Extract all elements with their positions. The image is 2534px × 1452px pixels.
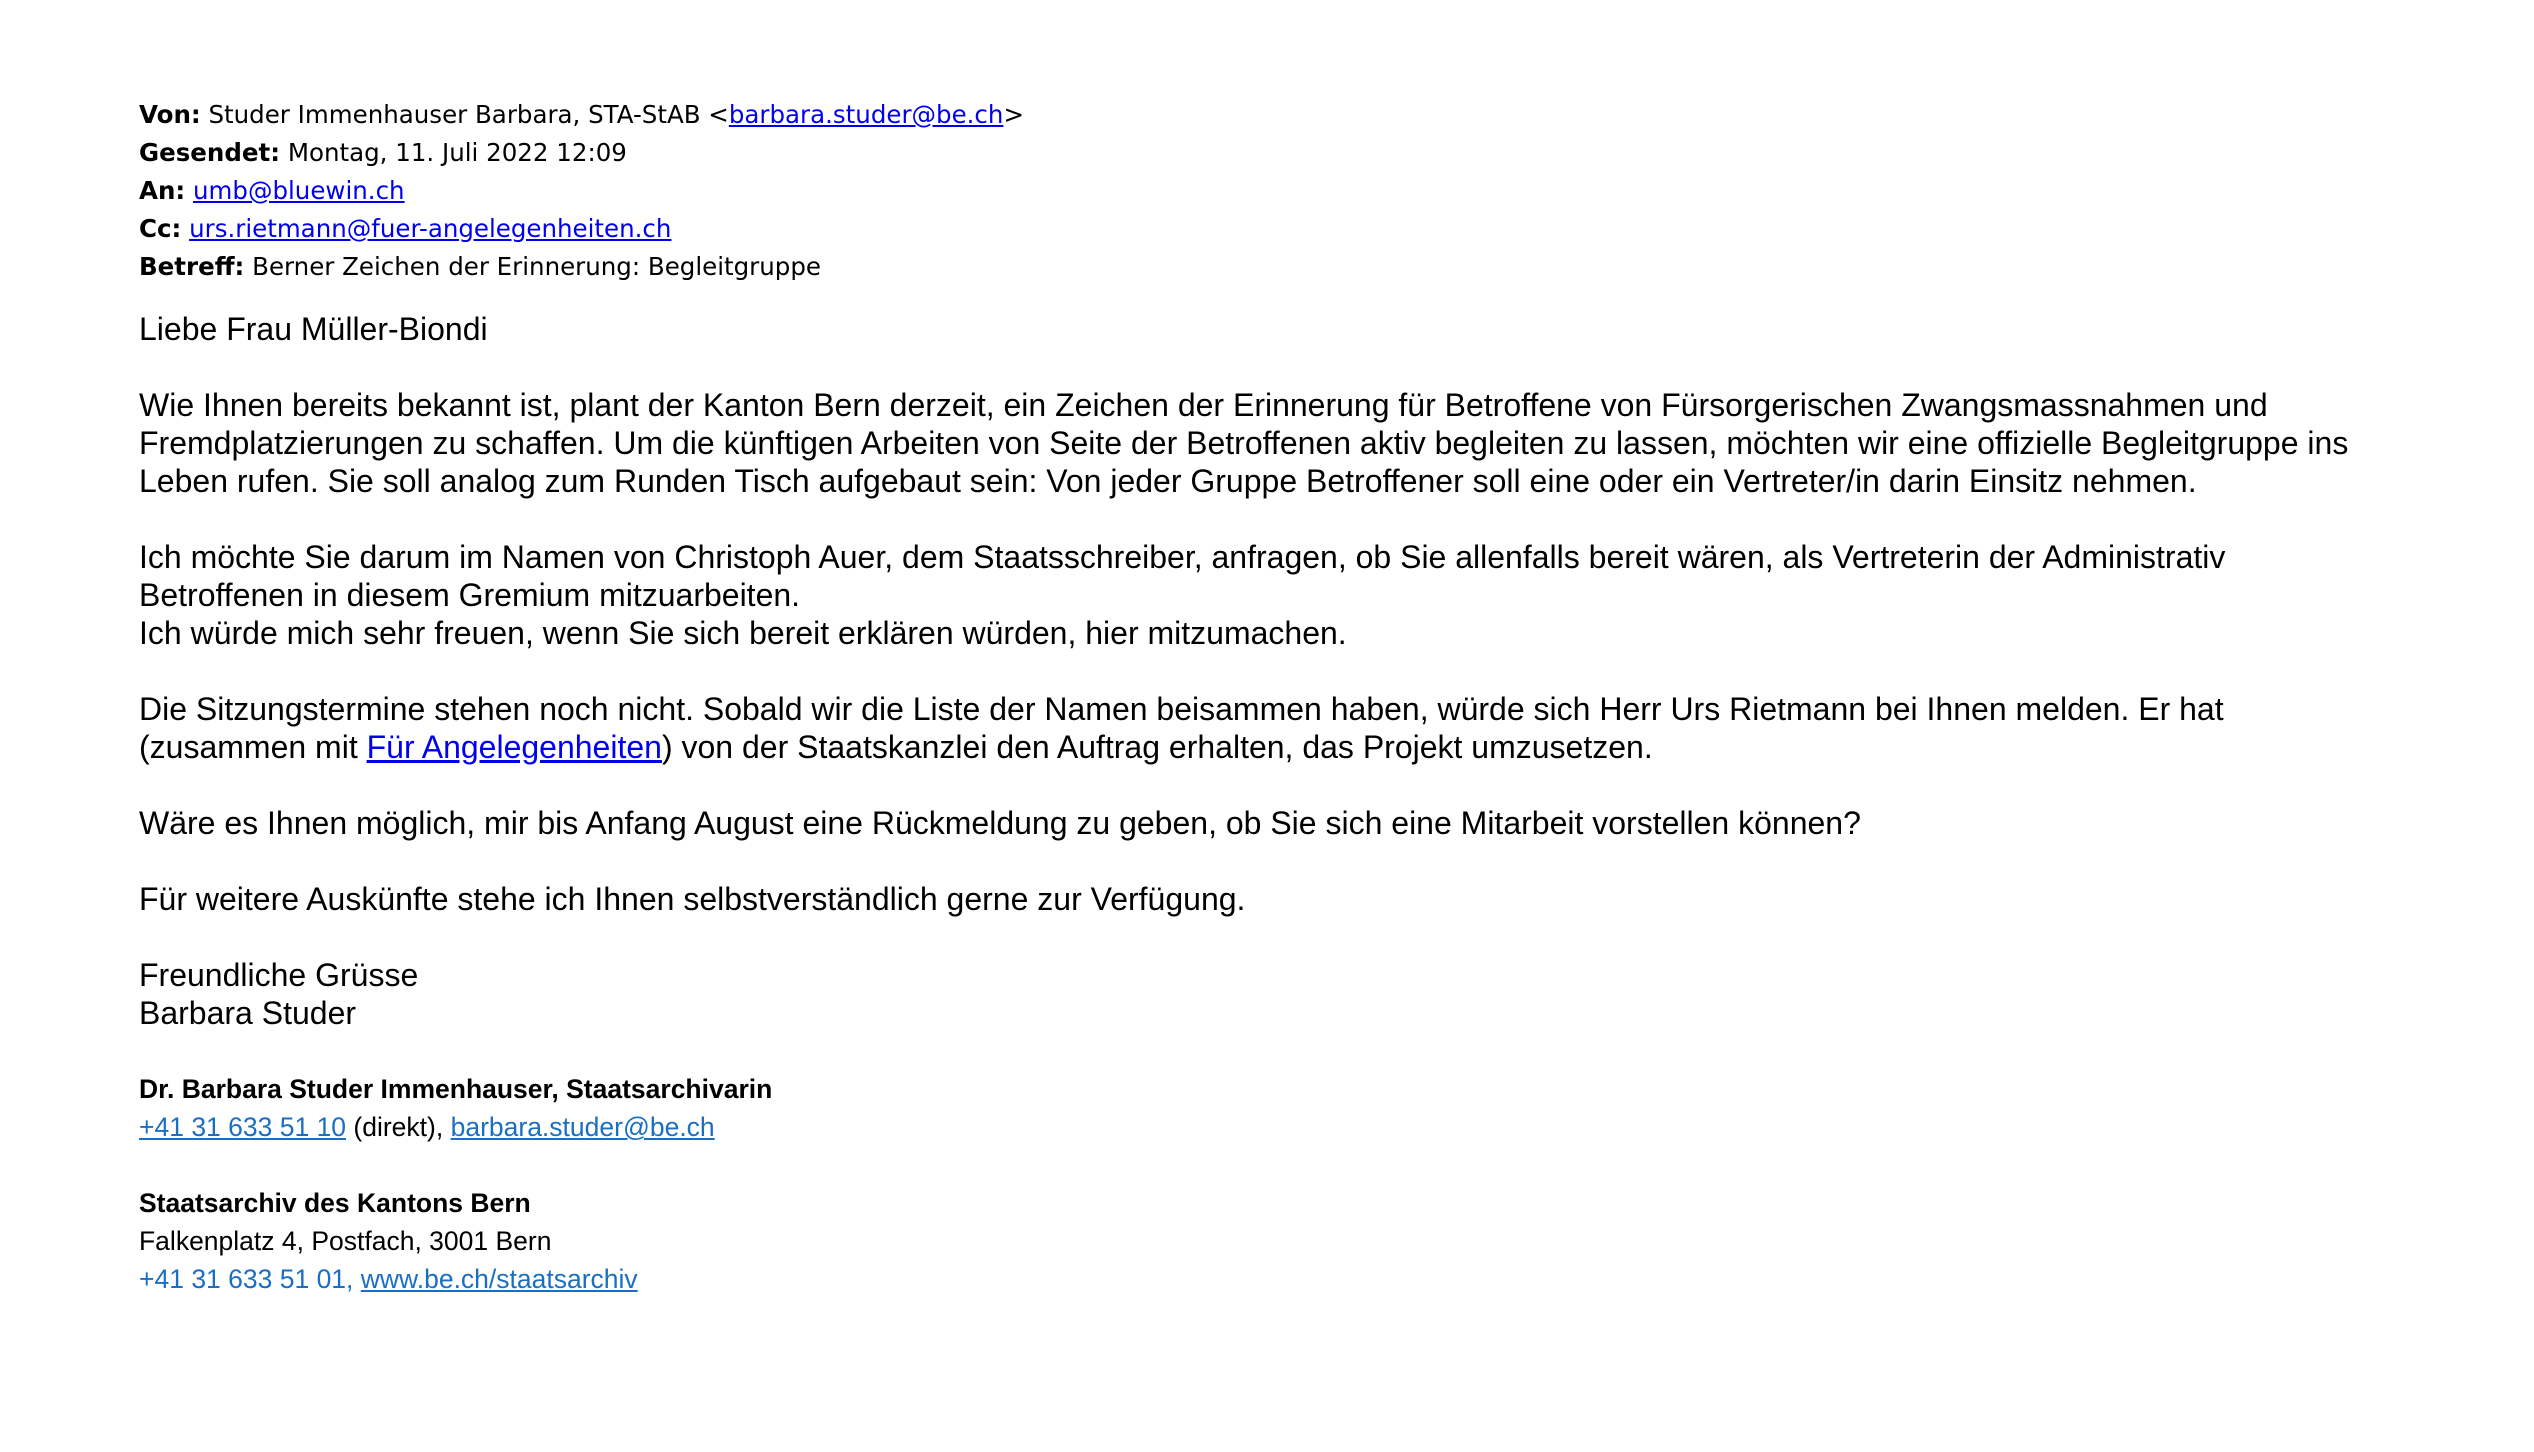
paragraph-line: Ich würde mich sehr freuen, wenn Sie sich bereit erklären würden, hier mitzumachen. [139, 615, 1347, 651]
to-row [139, 172, 2439, 210]
cc-row [139, 210, 2439, 248]
email-body [139, 310, 2439, 1032]
phone-main: +41 31 633 51 01, [139, 1264, 361, 1294]
phone-direct-link[interactable]: +41 31 633 51 10 [139, 1112, 347, 1142]
paragraph-line: Die Sitzungstermine stehen noch nicht. Sobald wir die Liste der Namen beisammen haben, würde sich Herr Urs Rietmann bei Ihnen melden. Er hat [139, 691, 2224, 727]
fuer-angelegenheiten-link[interactable]: Für Angelegenheiten [366, 729, 662, 765]
paragraph-3 [139, 690, 2439, 766]
closing-name: Barbara Studer [139, 995, 357, 1031]
from-name: Studer Immenhauser Barbara, STA-StAB < [208, 100, 729, 129]
email-document [139, 96, 2439, 1298]
sent-value: Montag, 11. Juli 2022 12:09 [287, 138, 627, 167]
subject-row [139, 248, 2439, 286]
from-label: Von: [139, 100, 201, 129]
paragraph-text: (zusammen mit [139, 729, 367, 765]
subject-value: Berner Zeichen der Erinnerung: Begleitgruppe [252, 252, 821, 281]
email-header [139, 96, 2439, 286]
direct-label: (direkt), [346, 1112, 451, 1142]
cc-email-link[interactable]: urs.rietmann@fuer-angelegenheiten.ch [189, 214, 672, 243]
from-close: > [1003, 100, 1024, 129]
paragraph-5: Für weitere Auskünfte stehe ich Ihnen selbstverständlich gerne zur Verfügung. [139, 881, 1246, 917]
to-label: An: [139, 176, 186, 205]
sent-row [139, 134, 2439, 172]
signature-org: Staatsarchiv des Kantons Bern [139, 1188, 531, 1218]
website-link[interactable]: www.be.ch/staatsarchiv [360, 1264, 638, 1294]
paragraph-line: Fremdplatzierungen zu schaffen. Um die künftigen Arbeiten von Seite der Betroffenen aktiv begleiten zu lassen, möchten wir eine offizielle Begleitgruppe ins [139, 425, 2349, 461]
paragraph-line [139, 728, 2439, 766]
paragraph-text: ) von der Staatskanzlei den Auftrag erhalten, das Projekt umzusetzen. [661, 729, 1653, 765]
subject-label: Betreff: [139, 252, 245, 281]
to-email-link[interactable]: umb@bluewin.ch [193, 176, 405, 205]
paragraph-2 [139, 538, 2439, 652]
paragraph-line: Ich möchte Sie darum im Namen von Christoph Auer, dem Staatsschreiber, anfragen, ob Sie allenfalls bereit wären, als Vertreterin der Administrativ [139, 539, 2226, 575]
signature-name-title: Dr. Barbara Studer Immenhauser, Staatsarchivarin [139, 1074, 773, 1104]
signature-web-row [139, 1260, 2439, 1298]
paragraph-line: Wie Ihnen bereits bekannt ist, plant der Kanton Bern derzeit, ein Zeichen der Erinnerung für Betroffene von Fürsorgerischen Zwangsmassnahmen und [139, 387, 2268, 423]
from-row [139, 96, 2439, 134]
from-email-link[interactable]: barbara.studer@be.ch [728, 100, 1004, 129]
signature-contact-row [139, 1108, 2439, 1146]
closing: Freundliche Grüsse [139, 957, 419, 993]
cc-label: Cc: [139, 214, 182, 243]
paragraph-4: Wäre es Ihnen möglich, mir bis Anfang August eine Rückmeldung zu geben, ob Sie sich eine Mitarbeit vorstellen können? [139, 805, 1861, 841]
paragraph-line: Leben rufen. Sie soll analog zum Runden Tisch aufgebaut sein: Von jeder Gruppe Betroffener soll eine oder ein Vertreter/in darin Einsitz nehmen. [139, 463, 2197, 499]
paragraph-line: Betroffenen in diesem Gremium mitzuarbeiten. [139, 577, 801, 613]
greeting: Liebe Frau Müller-Biondi [139, 311, 488, 347]
sent-label: Gesendet: [139, 138, 281, 167]
email-signature [139, 1070, 2439, 1298]
signature-address: Falkenplatz 4, Postfach, 3001 Bern [139, 1226, 552, 1256]
paragraph-1 [139, 386, 2439, 500]
signature-email-link[interactable]: barbara.studer@be.ch [450, 1112, 715, 1142]
